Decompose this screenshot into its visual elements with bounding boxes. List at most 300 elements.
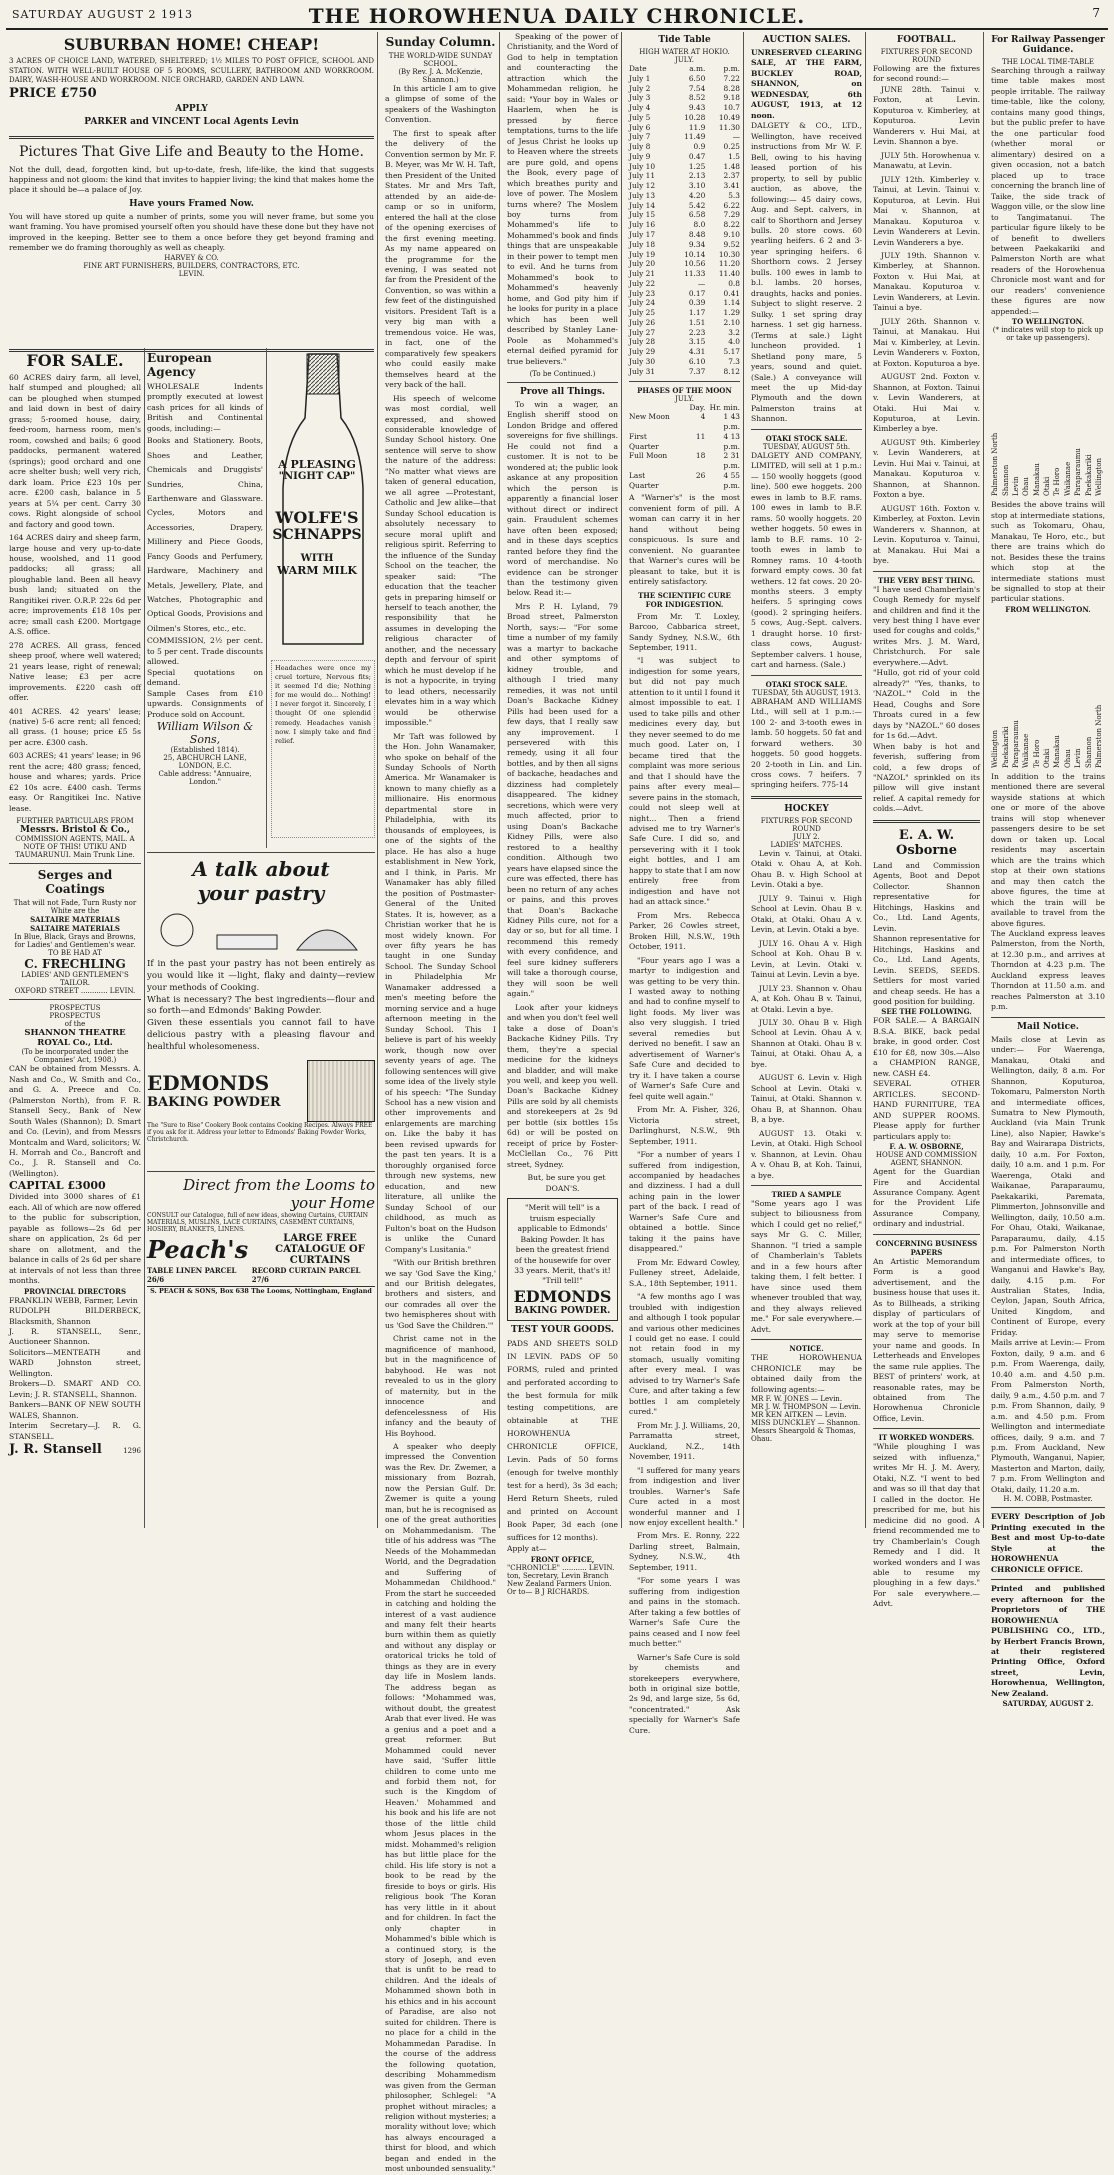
station-label: Palmerston North — [991, 432, 1000, 497]
hockey-fixture: JULY 16. Ohau A v. High School at Koh. Ohau B v. Levin, at Levin. Otaki v. Tainui at Levin. Levin a bye. — [751, 938, 862, 980]
notice-agent: Messrs Sheargold & Thomas, Ohau. — [751, 1426, 856, 1443]
timetable-stations-from — [991, 618, 1105, 768]
scientific-para: From Mrs. E. Ronny, 222 Darling street, Balmain, Sydney, N.S.W., 4th September, 1911. — [629, 1531, 740, 1572]
moon-cell: Last Quarter — [629, 470, 659, 490]
tide-cell: 9.52 — [723, 239, 740, 249]
tide-row — [629, 162, 740, 172]
tide-cell: 10.7 — [723, 103, 740, 113]
tide-cell: 7.3 — [728, 356, 740, 366]
peach-parcel2: RECORD CURTAIN PARCEL 27/6 — [251, 1266, 361, 1284]
serges-line-2: SALTAIRE MATERIALS — [30, 915, 120, 925]
osborne-head: E. A. W. Osborne — [896, 827, 957, 858]
moon-cell: Full Moon — [629, 451, 668, 461]
tide-row — [629, 93, 740, 103]
tide-row — [629, 201, 740, 211]
tide-cell: 2.23 — [688, 327, 706, 337]
wolfes-milk: WARM MILK — [277, 564, 357, 577]
railway-from-head: FROM WELLINGTON. — [1005, 604, 1091, 614]
railway-to-head: TO WELLINGTON. — [1011, 317, 1085, 327]
moon-row — [629, 412, 740, 432]
prospectus-capital: CAPITAL £3000 — [9, 1179, 106, 1193]
moon-rows — [629, 412, 740, 490]
station-label: Manakau — [1053, 734, 1062, 768]
serges-firm: C. FRECHLING — [24, 957, 126, 972]
tide-cell: July 16 — [629, 220, 656, 230]
prospectus-director-1: FRANKLIN WEBB, Farmer, Levin — [9, 1295, 138, 1305]
test-goods-footer: "CHRONICLE" ........... LEVIN. — [507, 1563, 615, 1572]
prove-para: But, be sure you get DOAN'S. — [527, 1173, 606, 1193]
osborne-agent-body: Agent for the Guardian Fire and Accidental Assurance Company. Agent for the Provident Life Assurance Company, ordinary and industrial. — [873, 1167, 980, 1229]
tide-cell: 1.5 — [728, 151, 740, 161]
tide-cell: July 31 — [629, 366, 656, 376]
tide-cell: 0.39 — [688, 298, 706, 308]
tide-row — [629, 171, 740, 181]
tide-cell: 3.10 — [688, 181, 706, 191]
scientific-para: From Mr. A. Fisher, 326, Victoria street, Darlinghurst, N.S.W., 9th September, 1911. — [629, 1105, 740, 1146]
pastry-body1: If in the past your pastry has not been entirely as you would like it —light, flaky and dainty—review your methods of Cooking. — [147, 959, 375, 993]
tide-cell: July 1 — [629, 73, 651, 83]
scientific-para: From Mr. T. Loxley, Barcoo, Cabbarica street, Sandy Sydney, N.S.W., 6th September, 1911. — [629, 611, 740, 653]
tide-headline: Tide Table — [658, 35, 711, 45]
tide-cell: 7.29 — [723, 210, 740, 220]
station-label: Wellington — [1094, 458, 1103, 497]
prospectus-body: CAN be obtained from Messrs. A. Nash and Co., W. Smith and Co., and G. A. Preece and Co. (Palmerston North), from F. R. Stansell Secy., Bank of New South Wales (Shannon); D. Smart and Co. (Levin), and from Messrs Montcalm and Ward, solicitors; W. H. Morrah and Co., Bancroft and Co., J. R. Stansell and Co. (Wellington). — [9, 1064, 141, 1178]
hockey-fixture: JULY 23. Shannon v. Ohau A, at Koh. Ohau B v. Tainui, at Otaki. Levin a bye. — [751, 983, 862, 1014]
football-round: JULY 12th. Kimberley v. Tainui, at Levin. Tainui v. Koputuroa, at Levin. Hui Mai v. Shannon, at Manakau. Koputuroa v. Levin Wanderers at Levin. Levin Wanderers a bye. — [873, 174, 980, 247]
sunday-sub: THE WORLD-WIDE SUNDAY SCHOOL. — [388, 52, 493, 68]
serges-line-3: SALTAIRE MATERIALS — [30, 924, 120, 934]
issue-date: SATURDAY AUGUST 2 1913 — [12, 8, 193, 21]
serges-line-1: That will not Fade, Turn Rusty nor White are the — [13, 899, 137, 916]
pictures-body: Not the dull, dead, forgotten kind, but up-to-date, fresh, life-like, the kind that suggests happiness and not gloom: the kind that invites to happier living; the kind that makes home the place it should be—a palace of Joy. — [9, 164, 374, 195]
tide-cell: 10.14 — [684, 249, 706, 259]
pastry-headline1: A talk about — [192, 857, 330, 881]
tide-cell: July 18 — [629, 239, 656, 249]
forsale-role: COMMISSION AGENTS, MAIL. A NOTE OF THIS! UTIKU AND TAUMARUNUI. Main Trunk Line. — [15, 835, 135, 860]
tide-rows — [629, 74, 740, 377]
sunday-para: Christ came not in the magnificence of manhood, but in the magnificence of babyhood. He was not revealed to us in the glory of maternity, but in the innocence and defencelessness of His infancy and the beauty of His Boyhood. — [385, 1334, 496, 1438]
scientific-para: From Mrs. Rebecca Parker, 26 Cowles street, Broken Hill, N.S.W., 19th October, 1911. — [629, 910, 740, 952]
tide-row — [629, 308, 740, 318]
tide-cell: 11.40 — [718, 269, 740, 279]
station-label: Manakau — [1032, 463, 1041, 497]
prospectus-line-1: PROSPECTUS — [49, 1004, 101, 1013]
tide-cell: — — [732, 132, 740, 142]
football-intro: Following are the fixtures for second round:— — [873, 64, 980, 84]
pastry-brand: EDMONDS — [147, 1071, 270, 1096]
tide-row — [629, 328, 740, 338]
hockey-sub: FIXTURES FOR SECOND ROUND — [760, 816, 853, 833]
scientific-para: Warner's Safe Cure is sold by chemists and storekeepers everywhere, both in original size bottle, 2s 9d, and large size, 5s 6d, "concentrated." Ask specially for Warner's Safe Cure. — [629, 1652, 740, 1735]
moon-header-row — [629, 403, 740, 413]
tide-cell: 1.48 — [723, 161, 740, 171]
tide-cell: 0.9 — [693, 142, 706, 152]
forsale-headline: FOR SALE. — [26, 351, 124, 370]
tide-cell: 1.25 — [688, 161, 706, 171]
sunday-continued-column — [504, 32, 622, 1596]
timetable-stations-to — [991, 346, 1105, 496]
tide-cell: 5.17 — [723, 347, 740, 357]
moon-month: JULY. — [675, 394, 694, 403]
railway-intro: Searching through a railway time table makes most people irritable. The railway time-table, like the colony, contains many good things, but the public prefer to have the one particular food (whether moral or alimentary) desired on a given occasion, not a batch placed up to trace concerning the branch line of Taike, the side track of Waggon ville, or the slow line to Tangimatanui. The particular figure likely to be of benefit to dwellers between Paekakariki and Palmerston North are what readers of the Horowhenua Chronicle most want and for our readers' convenience these figures are now appended:— — [991, 66, 1105, 316]
tide-cell: 8.22 — [723, 220, 740, 230]
peach-ad — [147, 1176, 375, 1295]
hockey-fixture: Levin v. Tainui, at Otaki. Otaki v. Ohau A, at Koh. Ohau B. v. High School at Levin. Otaki a bye. — [751, 848, 862, 890]
tide-cell: 9.18 — [723, 93, 740, 103]
every-description: EVERY Description of Job Printing executed in the Best and most Up-to-date Style at the HOROWHENUA CHRONICLE OFFICE. — [991, 1512, 1105, 1574]
station-label: Waikanae — [1063, 462, 1072, 497]
football-headline: FOOTBALL. — [896, 35, 957, 45]
european-body: WHOLESALE Indents promptly executed at lowest cash prices for all kinds of British and Continental goods, including:— — [147, 382, 263, 433]
station-label: Levin — [1012, 476, 1021, 497]
headache-text: Headaches were once my cruel torture, Nervous fits; it seemed I'd die; Nothing for me would do... Nothing! I never forgot it. Sincerely, I thought Of one splendid remedy. Headaches vanish now. I simply take and find relief. — [275, 664, 371, 745]
tide-cell: July 20 — [629, 259, 656, 269]
prove-headline: Prove all Things. — [519, 387, 606, 397]
postmaster: H. M. COBB, Postmaster. — [1003, 1495, 1093, 1504]
tide-cell: 0.8 — [728, 278, 740, 288]
railway-sub: THE LOCAL TIME-TABLE — [1002, 58, 1094, 66]
tide-cell: 8.28 — [723, 83, 740, 93]
tide-row — [629, 74, 740, 84]
forsale-item-2: 164 ACRES dairy and sheep farm, large house and very up-to-date house, woolshed, and 11 good paddocks; all grass; all ploughable land. Been all heavy bush land; situated on the Rangitikei river. O.R.P. 22s 6d per acre; improvements £18 10s per acre; small cash £200. Mortgage A.S. office. — [9, 533, 141, 637]
serges-line-5: TO BE HAD AT — [48, 949, 102, 958]
osborne-settlers: Shannon representative for Hitchings, Haskins and Co., Ltd. Land Agents, Levin. SEEDS, SEEDS. Settlers for most varied and cheap seeds. He has a good position for building. — [873, 934, 980, 1006]
notice-agent: MISS DUNCKLEY — Shannon. — [751, 1418, 861, 1427]
middle-left-ads — [147, 348, 375, 1528]
auction-headline: AUCTION SALES. — [762, 35, 851, 45]
test-goods-or: Or to— B J RICHARDS. — [507, 1587, 590, 1596]
prospectus-line-2: PROSPECTUS — [49, 1012, 101, 1021]
tide-cell: July 10 — [629, 161, 656, 171]
prospectus-line-3: of the — [64, 1020, 86, 1029]
moon-cell: 4 13 p.m. — [723, 431, 740, 451]
tide-cell: 8.12 — [723, 366, 740, 376]
european-goods: Books and Stationery. Boots, Shoes and Leather, Chemicals and Druggists' Sundries, China, Earthenware and Glassware. Cycles, Motors and Accessories, Drapery, Millinery and Piece Goods, Fancy Goods and Perfumery, Hardware, Machinery and Metals, Jewellery, Plate, and Watches, Photographic and Optical Goods, Provisions and Oilmen's Stores, etc., etc. — [147, 436, 263, 633]
tide-row — [629, 230, 740, 240]
pastry-body2: What is necessary? The best ingredients—flour and so forth—and Edmonds' Baking Powder. — [147, 994, 375, 1017]
hockey-fixture: AUGUST 13. Otaki v. Levin, at Otaki. High School v. Shannon, at Levin. Ohau A v. Ohau B, at Koh. Tainui, a bye. — [751, 1128, 862, 1180]
tide-cell: 6.58 — [688, 210, 706, 220]
tide-cell: 7.37 — [688, 366, 706, 376]
station-label: Te Horo — [1032, 739, 1041, 768]
forsale-item-4: 401 ACRES. 42 years' lease; (native) 5-6 acre rent; all fenced; all grass. (1 house; price £5 5s per acre. £300 cash. — [9, 706, 141, 747]
test-goods-office: FRONT OFFICE, — [530, 1554, 595, 1564]
european-headline: European Agency — [147, 351, 212, 379]
railway-column — [988, 32, 1108, 1709]
osborne-body: Land and Commission Agents, Boot and Depot Collector. Shannon representative for Hitchings, Haskins and Co., Ltd. Land Agents, Levin. — [873, 860, 980, 933]
tide-row — [629, 289, 740, 299]
station-label: Shannon — [1001, 465, 1010, 497]
serges-address: OXFORD STREET ............ LEVIN. — [14, 987, 136, 996]
tide-cell: July 17 — [629, 230, 656, 240]
sunday-para: "With our British brethren we say 'God Save the King,' and our British delegates, brothers and sisters, and our comrades all over the two hemispheres shout with us 'God Save the Children.'" — [385, 1258, 496, 1330]
masthead — [6, 0, 1108, 30]
tide-cell: July 8 — [629, 142, 651, 152]
tide-row — [629, 152, 740, 162]
tide-cell: 4.20 — [688, 190, 706, 200]
test-goods-headline: TEST YOUR GOODS. — [510, 1324, 615, 1335]
tide-row — [629, 250, 740, 260]
tide-cell: 2.13 — [688, 171, 706, 181]
peach-large: LARGE FREE CATALOGUE OF CURTAINS — [275, 1233, 365, 1266]
pictures-ad — [9, 144, 374, 344]
auction-sale3-body: ABRAHAM AND WILLIAMS Ltd., will sell at 1 p.m.:— 100 2- and 3-tooth ewes in lamb. 50 hoggets. 50 fat and forward wethers. 30 hoggets. 50 good hoggets. 20 2-tooth in Lin. and Lin. cross cows. 7 heifers. 7 springing heifers. 775-14 — [751, 696, 862, 790]
prospectus-director-7: Interim Secretary—J. R. G. STANSELL. — [9, 1421, 141, 1441]
tide-cell: July 22 — [629, 278, 656, 288]
european-commission: COMMISSION, 2½ per cent. to 5 per cent. Trade discounts allowed. — [147, 636, 263, 667]
tide-cell: 10.56 — [684, 259, 706, 269]
tide-header-row — [629, 64, 740, 74]
peach-parcel1: TABLE LINEN PARCEL 26/6 — [147, 1266, 237, 1284]
tide-cell: 6.22 — [723, 200, 740, 210]
tide-cell: July 14 — [629, 200, 656, 210]
sample-body: "Some years ago I was subject to biliousness from which I could get no relief," says Mr G. C. Miller, Shannon. "I tried a sample of Chamberlain's Tablets and in a few hours after taking them, I felt better. I have since used them whenever troubled that way, and they always relieved me." For sale everywhere.—Advt. — [751, 1199, 862, 1334]
moon-row — [629, 471, 740, 491]
prospectus-footer-name: J. R. Stansell — [9, 1442, 102, 1458]
forsale-item-3: 278 ACRES. All grass, fenced sheep proof, where well watered; 21 years lease, right of renewal; Native lease; £3 per acre improvements. £220 cash off offer. — [9, 640, 141, 703]
wolfes-line1: A PLEASING — [278, 458, 356, 471]
tide-row — [629, 259, 740, 269]
scientific-headline: THE SCIENTIFIC CURE FOR INDIGESTION. — [638, 590, 731, 609]
sunday-continued: (To be Continued.) — [529, 370, 596, 378]
tide-col-am: a.m. — [689, 64, 706, 73]
notice-head: NOTICE. — [789, 1344, 824, 1354]
tide-cell: 7.22 — [723, 73, 740, 83]
railway-auckland: The Auckland express leaves Palmerston, from the North, at 12.30 p.m., and arrives at Thorndon at 4.23 p.m. The Auckland express leaves Thorndon at 11.50 a.m. and reaches Palmerston at 3.10 p.m. — [991, 928, 1105, 1012]
sunday-byline: (By Rev. J. A. McKenzie, Shannon.) — [398, 68, 483, 84]
tide-cell: 2.37 — [723, 171, 740, 181]
tide-row — [629, 191, 740, 201]
moon-cell: 2 31 p.m. — [723, 451, 740, 471]
suburban-ad — [9, 35, 374, 131]
station-label: Otaki — [1043, 477, 1052, 497]
pictures-headline: Pictures That Give Life and Beauty to the Home. — [19, 144, 364, 160]
tide-cell: July 26 — [629, 317, 656, 327]
wonders-head: IT WORKED WONDERS. — [878, 1433, 975, 1443]
station-label: Paraparaumu — [1012, 720, 1021, 768]
pictures-body2: You will have stored up quite a number of prints, some you will never frame, but some you want framing. You have promised yourself often you should have these done but they have not improved in the keeping. Better see to them a once before they get beyond framing and remember we do framing thoroughly as well as cheaply. — [9, 211, 374, 253]
hockey-headline: HOCKEY — [784, 803, 829, 814]
scientific-para: From Mr. J. J. Williams, 20, Parramatta street, Auckland, N.Z., 14th November, 1911. — [629, 1420, 740, 1462]
tide-cell: July 12 — [629, 181, 656, 191]
tide-cell: 6.50 — [688, 73, 706, 83]
forsale-item-1: 60 ACRES dairy farm, all level, half stumped and ploughed; all can be ploughed when stumped and laid down in best of dairy grass; 5-roomed house, dairy, feed-room, harness room, men's room, cowshed and bails; 6 good paddocks, permanent watered (springs); good orchard and one acre shelter bush; well very rich, dark loam. Price £23 10s per acre. £200 cash, balance in 5 years at 5¼ per cent. Carry 30 cows. Right alongside of school and factory and good town. — [9, 373, 141, 529]
tide-row — [629, 279, 740, 289]
tide-cell: July 6 — [629, 122, 651, 132]
tide-cell: 1.29 — [723, 308, 740, 318]
edmonds-small-brand: EDMONDS — [513, 1286, 612, 1306]
tide-cell: 11.30 — [718, 122, 740, 132]
columns — [6, 32, 1108, 2174]
pastry-ad — [147, 857, 375, 1167]
station-label: Waikanae — [1022, 733, 1031, 768]
pastry-brand2: BAKING POWDER — [147, 1095, 281, 1111]
notice-body: THE HOROWHENUA CHRONICLE may be obtained daily from the following agents:— — [751, 1353, 862, 1394]
tide-row — [629, 220, 740, 230]
headache-ad — [271, 660, 375, 838]
printed-published: Printed and published every afternoon for the Proprietors of THE HOROWHENUA PUBLISHING CO., LTD., by Herbert Francis Brown, at their registered Printing Office, Oxford street, Levin, Horowhenua, Wellington, New Zealand. — [991, 1584, 1105, 1698]
station-label: Paekakariki — [1084, 454, 1093, 497]
tide-cell: 3.2 — [728, 327, 740, 337]
test-goods-body: PADS AND SHEETS SOLD IN LEVIN. PADS OF 50 FORMS, ruled and printed and perforated according to the best formula for milk testing competitions, are obtainable at THE HOROWHENUA CHRONICLE OFFICE, Levin. Pads of 50 forms (enough for twelve monthly test for a herd), 3s 3d each; Herd Return Sheets, ruled and printed on Account Book Paper, 3d each (one suffices for 12 months). — [507, 1338, 618, 1542]
tide-cell: July 13 — [629, 190, 656, 200]
see-head: SEE THE FOLLOWING. — [881, 1007, 972, 1017]
tide-cell: 1.17 — [688, 308, 706, 318]
forsale-firm: Messrs. Bristol & Co., — [20, 825, 130, 836]
tide-cell: 5.3 — [728, 190, 740, 200]
sunday-para: A speaker who deeply impressed the Convention was the Rev. Dr. Zwemer, a missionary from Bozrah, now the Persian Gulf. Dr. Zwemer is quite a young man, but he is recognised as one of the great authorities on Mohammedanism. The title of his address was "The Needs of the Mohammedan World, and the Degradation and Suffering of Mohammedan Childhood." From the start he succeeded in catching and holding the interest of a vast audience and many felt their hearts burn within them as quietly and without any display or oratorical tricks he told of things as they are in every day life in Moslem lands. The address began as follows: "Mohammed was, without doubt, the greatest Arab that ever lived. He was a genius and a poet and a great reformer. But Mohammed could never have said, 'Suffer little children to come unto me and forbid them not, for such is the Kingdom of Heaven.' Mohammed and his book and his life are not those of the little child whom Jesus places in the midst. Mohammed's religion has but little place for the child. His life story is not a book to be read by the fireside to boys or girls. His religious book 'The Koran has very little in it about and for children. In fact the only chapter in Mohammed's bible which is a continued story, is the story of Joseph, and even that is unfit to be read to children. And the ideals of Mohammed shown both in his ethics and in his account of Paradise, are also not suited for children. There is no place for a child in the Mohammedan Paradise. In the course of the address the following quotation, describing Mohammedism was given from the German philosopher, Schlegel: "A prophet without miracles; a religion without mysteries; a morality without love; which has always encouraged a thirst for blood, and which began and ended in the most unbounded sensuality." — [385, 1442, 496, 2174]
moon-cell: First Quarter — [629, 431, 659, 451]
football-round: JUNE 28th. Tainui v. Foxton, at Levin. Koputuroa v. Kimberley, at Koputuroa. Levin Wanderers v. Hui Mai, at Levin. Shannon a bye. — [873, 84, 980, 147]
serges-headline: Serges and Coatings — [37, 868, 113, 897]
tide-cell: July 29 — [629, 347, 656, 357]
notice-agent: MR KEN AITKEN — Levin. — [751, 1410, 847, 1419]
auction-sale3-head: OTAKI STOCK SALE. — [765, 679, 848, 689]
tide-cell: 0.47 — [688, 151, 706, 161]
scientific-para: "Four years ago I was a martyr to indigestion and was getting to be very thin. I wasted away to nothing and had to confine myself to light foods. My liver was also very sluggish. I tried several remedies but derived no benefit. I saw an advertisement of Warner's Safe Cure and decided to try it. I have taken a course of Warner's Safe Cure and feel quite well again." — [629, 955, 740, 1101]
tide-cell: 6.10 — [688, 356, 706, 366]
osborne-agent-role: HOUSE AND COMMISSION AGENT, SHANNON. — [875, 1151, 978, 1168]
tide-cell: 9.34 — [688, 239, 706, 249]
suburban-headline: SUBURBAN HOME! CHEAP! — [63, 35, 320, 54]
station-label: Ohau — [1022, 477, 1031, 497]
tide-cell: 10.49 — [718, 112, 740, 122]
moon-cell: 26 — [695, 470, 706, 480]
footer-date: SATURDAY, AUGUST 2. — [1002, 1699, 1094, 1709]
railway-note1: Besides the above trains will stop at intermediate stations, such as Tokomaru, Ohau, Manakau, Te Horo, etc., but there are trains which do not. Besides these the trains which stop at the intermediate stations must be signalled to stop at their particular stations. — [991, 500, 1105, 604]
tide-cell: July 30 — [629, 356, 656, 366]
tide-row — [629, 269, 740, 279]
tide-cell: July 3 — [629, 93, 651, 103]
station-label: Ohau — [1063, 749, 1072, 768]
papers-body: An Artistic Memorandum Form is a good advertisement, and the business house that uses it. As to Billheads, a striking display of particulars of work at the top of your bill may serve to memorise your name and goods. In Letterheads and Envelopes the same rule applies. The BEST of printers' work, at reasonable rates, may be obtained from The Horowhenua Chronicle Office, Levin. — [873, 1256, 980, 1423]
baby-ad: When baby is hot and feverish, suffering from cold, a few drops of "NAZOL" sprinkled on its pillow will give instant relief. A capital remedy for colds.—Advt. — [873, 741, 980, 814]
tide-cell: 7.54 — [688, 83, 706, 93]
european-special: Special quotations on demand. — [147, 667, 263, 688]
prospectus-note: (To be incorporated under the Companies' Act, 1908.) — [21, 1048, 129, 1065]
tide-cell: 0.25 — [723, 142, 740, 152]
pastry-tin-note: The "Sure to Rise" Cookery Book contains Cooking Recipes. Always FREE if you ask for it. Address your letter to Edmonds' Baking Powder Works, Christchurch. — [147, 1121, 373, 1143]
notice-agent: MR F. W. JONES — Levin. — [751, 1394, 843, 1403]
prove-para: Look after your kidneys and when you don't feel well take a dose of Doan's Backache Kidney Pills. Try them, they're a special medicine for the kidneys and bladder, and will make you well, and keep you well. Doan's Backache Kidney Pills are sold by all chemists and storekeepers at 2s 9d per bottle (six bottles 15s 6d) or will be posted on receipt of price by Foster-McClellan Co., 76 Pitt street, Sydney. — [507, 1002, 618, 1169]
edmonds-small-ad — [507, 1198, 618, 1321]
auction-sale2-head: OTAKI STOCK SALE. — [765, 433, 848, 443]
moon-cell: 11 — [695, 431, 706, 441]
football-round: JULY 5th. Horowhenua v. Manawatu, at Levin. — [873, 150, 980, 171]
column-left-block — [6, 32, 378, 1528]
scientific-para: "I suffered for many years from indigestion and liver troubles. Warner's Safe Cure acted in a most wonderful manner and I now enjoy excellent health." — [629, 1465, 740, 1527]
mail-arrive: Mails arrive at Levin:— From Foxton, daily, 9 a.m. and 6 p.m. From Waerenga, daily, 10.40 a.m. and 4.50 p.m. From Palmerston North, daily, 9 a.m., 4.50 p.m. and 7 p.m. From Shannon, daily, 9 a.m. and 4.50 p.m. From Wellington and intermediate offices, daily, 9 a.m. and 7 p.m. From Auckland, New Plymouth, Wanganui, Napier, Masterton and Marton, daily, 7 p.m. From Wellington and Otaki, daily, 11.20 a.m. — [991, 1338, 1105, 1494]
wonders-body: "While ploughing I was seized with influenza," writes Mr H. J. M. Avery, Otaki, N.Z. "I went to bed and was so ill that day that I called in the doctor. He prescribed for me, but his medicine did no good. A friend recommended me to try Chamberlain's Cough Remedy and I did. It worked wonders and I was able to resume my ploughing in a few days." For sale everywhere.—Advt. — [873, 1442, 980, 1609]
football-round: AUGUST 9th. Kimberley v. Levin Wanderers, at Levin. Hui Mai v. Tainui, at Manakau. Koputuroa v. Shannon, at Shannon. Foxton a bye. — [873, 437, 980, 500]
tide-cell: July 27 — [629, 327, 656, 337]
moon-col-day: Day. — [689, 402, 706, 412]
wolfes-with: WITH — [300, 553, 334, 564]
sunday-para: Mr Taft was followed by the Hon. John Wanamaker, who spoke on behalf of the Sunday Schools of North America. Mr Wanamaker is known to many chiefly as a millionaire. His enormous departmental store in Philadelphia, with its thousands of employees, is one of the sights of the place. He has also a huge establishment in New York, and I think, in Paris. Mr Wanamaker has ably filled the position of Postmaster-General of the United States. It is, however, as a Christian worker that he is most widely known. For over fifty years he has taught in one Sunday School. The Sunday School in Philadelphia Mr Wanamaker addressed a men's meeting before the morning service and a huge afternoon meeting in the Sunday School. This I believe is part of his weekly work, though now over seventy years of age. The following sentences will give some idea of the lively style of his speech: "The Sunday School has a new vision and other improvements and enlargements are marching on. Like the baby it has been revised upwards for the past ten years. It is a thoroughly organised force through new systems, new education, and new literature, all unlike the Sunday School of our childhood, as much as Fulton's boat on the Hudson is unlike the Cunard Company's Lusitania." — [385, 731, 496, 1254]
suburban-agents: PARKER and VINCENT Local Agents Levin — [84, 116, 299, 127]
suburban-apply: APPLY — [175, 103, 208, 114]
pictures-trade: FINE ART FURNISHERS, BUILDERS, CONTRACTORS, ETC. — [83, 261, 300, 270]
tide-row — [629, 210, 740, 220]
tide-cell: 9.10 — [723, 230, 740, 240]
nazol-ad: "Hullo, got rid of your cold already?" "Yes, thanks, to 'NAZOL.'" Cold in the Head, Coughs and Sore Throats cured in a few days by "NAZOL." 60 doses for 1s 6d.—Advt. — [873, 668, 980, 741]
sunday-body — [385, 84, 496, 2175]
tide-row — [629, 337, 740, 347]
suburban-price: PRICE £750 — [9, 85, 97, 101]
tide-cell: 11.9 — [688, 122, 706, 132]
tide-cell: 8.48 — [688, 230, 706, 240]
railway-headline: For Railway Passenger Guidance. — [991, 35, 1105, 55]
see-body: FOR SALE.— A BARGAIN B.S.A. BIKE, back pedal brake, in good order. Cost £10 for £8, now 30s.—Also a CHAMPION RANGE, new. CASH £4. — [873, 1016, 980, 1078]
moon-cell: 18 — [695, 451, 706, 461]
peach-footer: S. PEACH & SONS, Box 638 The Looms, Nottingham, England — [147, 1286, 375, 1295]
best-body: "I have used Chamberlain's Cough Remedy for myself and children and find it the very best thing I have ever used for coughs and colds," writes Mrs. J. M. Ward, Christchurch. For sale everywhere.—Advt. — [873, 584, 980, 667]
several-body: SEVERAL OTHER ARTICLES. SECOND-HAND FURNITURE, TEA AND SUPPER ROOMS. Please apply for further particulars apply to: — [873, 1079, 980, 1141]
auction-sale1-body: DALGETY & CO., LTD., Wellington, have received instructions from Mr W. F. Bell, owing to his having leased portion of his property, to sell by public auction, as above, the following:— 45 dairy cows, Aug. and Sept. calvers, in calf to Shorthorn and Jersey bulls. 20 store cows. 60 yearling heifers. 6 2 and 3-year springing heifers. 6 Shorthorn cows. 2 Jersey bulls. 100 ewes in lamb to b.l. lambs. 20 horses, draughts, hacks and ponies. Subject to slight reserve. 2 Sulky. 1 set spring dray harness. 1 set gig harness. (Terms at sale.) Light luncheon provided. 1 Shetland pony mare, 5 years, sound and quiet. (Sale.) A conveyance will meet the up Mid-day Plymouth and the down Palmerston trains at Shannon. — [751, 121, 862, 424]
prospectus-directors-head: PROVINCIAL DIRECTORS — [23, 1286, 127, 1296]
osborne-agent: F. A. W. OSBORNE, — [889, 1142, 964, 1152]
wolfes-ad — [267, 348, 375, 848]
wolfes-line2: "NIGHT CAP" — [278, 471, 356, 482]
tide-row — [629, 103, 740, 113]
station-label: Wellington — [991, 729, 1000, 768]
station-label: Paekakariki — [1001, 726, 1010, 768]
tide-row — [629, 367, 740, 377]
sunday-headline: Sunday Column. — [385, 35, 496, 49]
moon-row — [629, 451, 740, 471]
european-samples: Sample Cases from £10 upwards. Consignments of Produce sold on Account. — [147, 688, 263, 719]
moon-row — [629, 432, 740, 452]
tide-cell: July 4 — [629, 103, 651, 113]
newspaper-title: THE HOROWHENUA DAILY CHRONICLE. — [308, 4, 806, 28]
tide-row — [629, 113, 740, 123]
prospectus-director-6: Bankers—BANK OF NEW SOUTH WALES, Shannon. — [9, 1400, 141, 1420]
sunday-column — [382, 32, 500, 2174]
prospectus-director-3: J. R. STANSELL, Senr., Auctioneer Shannon. — [9, 1327, 141, 1347]
station-label: Palmerston North — [1094, 704, 1103, 768]
tide-row — [629, 142, 740, 152]
moon-head: PHASES OF THE MOON — [637, 385, 732, 395]
tide-cell: 4.31 — [688, 347, 706, 357]
tide-month: JULY. — [675, 56, 694, 64]
tide-cell: July 23 — [629, 288, 656, 298]
scientific-para: "A few months ago I was troubled with indigestion and although I took popular and various other medicines I could get no ease. I could not retain food in my stomach, usually vomiting after every meal. I was advised to try Warner's Safe Cure, and after taking a few bottles I am completely cured." — [629, 1292, 740, 1417]
sunday-para: Speaking of the power of Christianity, and the Word of God to help in temptation and counteracting the attraction which the Mohammedan religion, he said: "Your boy in Wales or Haarlem, when he is pressed by fierce temptations, turns to the life of Jesus Christ he looks up to Heaven where the streets are pure gold, and opens the Book, every page of which breathes purity and love of power. The Moslem turns where? The Moslem boy turns from Mohammed's life to Mohammed's book and finds things that are unspeakable in their power to tempt men to evil. And he turns from Mohammed's book to Mohammed's heavenly home, and God pity him if he looks for purity in a place which has been well described by Stanley Lane-Poole as Mohammed's eternal deified pyramid for true believers." — [507, 32, 618, 366]
tide-col-date: Date — [629, 64, 647, 73]
hockey-fixture: JULY 30. Ohau B v. High School at Levin. Ohau A v. Shannon at Otaki. Ohau B v. Tainui, at Otaki. Ohau A, a bye. — [751, 1017, 862, 1069]
moon-cell: New Moon — [629, 412, 670, 422]
tide-cell: July 2 — [629, 83, 651, 93]
tide-col-pm: p.m. — [723, 64, 740, 73]
tide-cell: July 15 — [629, 210, 656, 220]
hockey-fixture: AUGUST 6. Levin v. High School at Levin. Otaki v. Tainui, at Otaki. Shannon v. Ohau B, at Shannon. Ohau B, a bye. — [751, 1073, 862, 1125]
edmonds-small-brand2: BAKING POWDER. — [514, 1305, 611, 1316]
tide-cell: July 24 — [629, 298, 656, 308]
tide-row — [629, 240, 740, 250]
scientific-para: From Mr. Edward Cowley, Fulleney street, Adelaide, S.A., 18th September, 1911. — [629, 1257, 740, 1288]
wolfes-brand1: WOLFE'S — [275, 508, 359, 527]
tide-row — [629, 318, 740, 328]
prospectus-footer-num: 1296 — [123, 1447, 141, 1456]
mail-body: Mails close at Levin as under:— For Waerenga, Manakau, Otaki and Wellington, daily, 8 a.m. For Shannon, Koputuroa, Tokomaru, Palmerston North and intermediate offices, Sumatra to New Plymouth, Auckland (via Main Trunk Line), also Napier, Hawke's Bay and Wairarapa Districts, daily, 10 a.m. For Foxton, daily, 10 a.m. and 1 p.m. For Waerenga, Otaki and Waikanae, Paraparaumu, Paekakariki, Paremata, Plimmerton, Johnsonville and Wellington, daily, 10.50 a.m. For Ohau, Otaki, Waikanae, Paraparaumu, daily, 4.15 p.m. For Palmerston North and intermediate offices, to Wanganui and Hawke's Bay, daily, 4.15 p.m. For Australian States, India, Ceylon, Japan, South Africa, United Kingdom, and Continent of Europe, every Friday. — [991, 1034, 1105, 1337]
pastry-body3: Given these essentials you cannot fail to have delicious pastry with a pleasing flavour and healthful wholesomeness. — [147, 1018, 375, 1053]
peach-headline: Direct from the Looms to your Home — [183, 1176, 375, 1212]
tide-cell: July 7 — [629, 132, 651, 142]
pastry-headline2: your pastry — [197, 881, 325, 905]
tide-row — [629, 347, 740, 357]
serges-role: LADIES' AND GENTLEMEN'S TAILOR. — [21, 971, 129, 988]
prospectus-director-4: Solicitors—MENTEATH and WARD Johnston street, Wellington. — [9, 1347, 141, 1378]
